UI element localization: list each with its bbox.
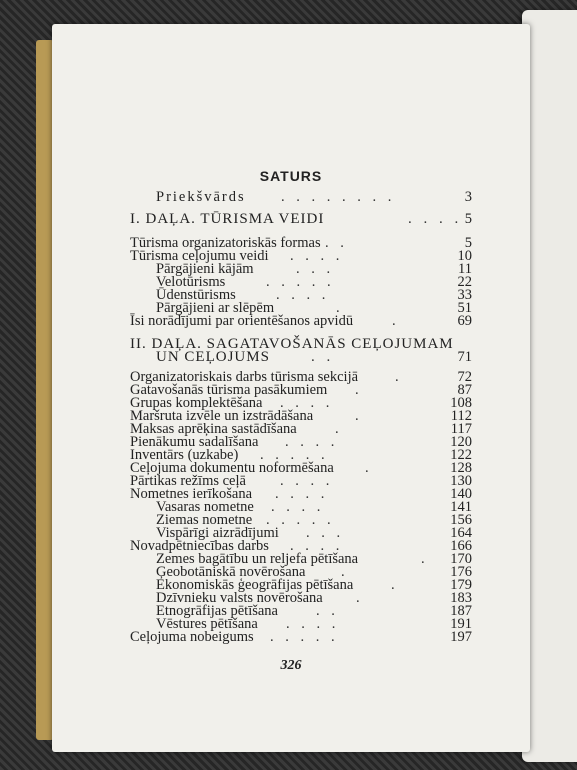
leader-dots: . . . . . bbox=[260, 447, 329, 463]
toc-entry-page: 156 bbox=[450, 512, 472, 528]
toc-entry-page: 176 bbox=[450, 564, 472, 580]
leader-dots: . bbox=[365, 460, 373, 476]
leader-dots: . . . . . bbox=[266, 512, 335, 528]
leader-dots: . . . . bbox=[286, 616, 340, 632]
toc-entry-page: 179 bbox=[450, 577, 472, 593]
toc-entry-page: 51 bbox=[457, 300, 472, 316]
toc-entry-page: 71 bbox=[457, 349, 472, 365]
toc-entry-title: Pārtikas režīms ceļā bbox=[130, 473, 246, 489]
leader-dots: . . . . bbox=[276, 287, 330, 303]
leader-dots: . bbox=[421, 551, 429, 567]
leader-dots: . . bbox=[325, 235, 348, 251]
toc-entry-title: Nometnes ierīkošana bbox=[130, 486, 253, 502]
toc-entry-page: 130 bbox=[450, 473, 472, 489]
leader-dots: . bbox=[356, 590, 364, 606]
leader-dots: . bbox=[392, 313, 400, 329]
toc-entry-title: Vispārīgi aizrādījumi bbox=[156, 525, 279, 541]
leader-dots: . . . . . . . . bbox=[281, 189, 396, 205]
toc-entry-title: Pārgājieni ar slēpēm bbox=[156, 300, 275, 316]
toc-entry-page: 69 bbox=[457, 313, 472, 329]
leader-dots: . . . . . bbox=[270, 629, 339, 645]
toc-entry-page: 5 bbox=[464, 235, 472, 251]
leader-dots: . . . . bbox=[408, 211, 463, 227]
leader-dots: . . . . bbox=[280, 395, 334, 411]
page-title: SATURS bbox=[259, 168, 323, 184]
leader-dots: . . . . bbox=[271, 499, 325, 515]
toc-entry-title: Velotūrisms bbox=[156, 274, 226, 290]
toc-entry-title: Inventārs (uzkabe) bbox=[130, 447, 239, 463]
toc-entry-page: 3 bbox=[464, 189, 472, 205]
toc-entry-page: 72 bbox=[457, 369, 472, 385]
toc-entry-title: Priekšvārds bbox=[156, 189, 246, 205]
toc-entry-page: 122 bbox=[450, 447, 472, 463]
leader-dots: . . . . . bbox=[266, 274, 335, 290]
toc-entry-title: Ekonomiskās ģeogrāfijas pētīšana bbox=[156, 577, 354, 593]
toc-entry-title: Ziemas nometne bbox=[156, 512, 253, 528]
leader-dots: . bbox=[355, 408, 363, 424]
leader-dots: . . bbox=[311, 349, 335, 365]
leader-dots: . . . . bbox=[280, 473, 334, 489]
toc-entry-title: Etnogrāfijas pētīšana bbox=[156, 603, 278, 619]
toc-entry-title: UN CEĻOJUMS bbox=[156, 349, 270, 365]
toc-entry-page: 33 bbox=[457, 287, 472, 303]
toc-entry-title: Ģeobotāniskā novērošana bbox=[156, 564, 306, 580]
toc-entry-page: 87 bbox=[457, 382, 472, 398]
toc-entry-title: Novadpētniecības darbs bbox=[130, 538, 269, 554]
toc-entry-title: Vasaras nometne bbox=[156, 499, 254, 515]
facing-page bbox=[522, 10, 577, 762]
leader-dots: . . . bbox=[296, 261, 335, 277]
toc-entry-page: 11 bbox=[458, 261, 472, 277]
toc-entry-page: 183 bbox=[450, 590, 472, 606]
toc-entry-page: 128 bbox=[450, 460, 472, 476]
contents-page bbox=[52, 24, 530, 752]
leader-dots: . . . . bbox=[290, 538, 344, 554]
toc-entry-page: 117 bbox=[450, 421, 472, 437]
toc-entry-title: Īsi norādījumi par orientēšanos apvidū bbox=[130, 313, 354, 329]
leader-dots: . . . . bbox=[275, 486, 329, 502]
toc-entry-title: Ceļojuma dokumentu noformēšana bbox=[130, 460, 334, 476]
toc-entry-page: 197 bbox=[450, 629, 472, 645]
toc-entry-title: Maršruta izvēle un izstrādāšana bbox=[130, 408, 314, 424]
toc-entry-title: Vēstures pētīšana bbox=[156, 616, 258, 632]
toc-entry-page: 22 bbox=[457, 274, 472, 290]
toc-entry-title: Tūrisma ceļojumu veidi bbox=[130, 248, 269, 264]
leader-dots: . bbox=[391, 577, 399, 593]
leader-dots: . . . . bbox=[290, 248, 344, 264]
leader-dots: . bbox=[395, 369, 403, 385]
toc-entry-page: 141 bbox=[450, 499, 472, 515]
toc-entry-page: 120 bbox=[450, 434, 472, 450]
toc-entry-title: I. DAĻA. TŪRISMA VEIDI bbox=[130, 211, 325, 227]
toc-entry-title: Organizatoriskais darbs tūrisma sekcijā bbox=[130, 369, 359, 385]
toc-entry-page: 187 bbox=[450, 603, 472, 619]
leader-dots: . . . bbox=[306, 525, 345, 541]
toc-entry-title: Dzīvnieku valsts novērošana bbox=[156, 590, 323, 606]
toc-entry-page: 164 bbox=[450, 525, 472, 541]
leader-dots: . bbox=[335, 421, 343, 437]
toc-entry-page: 166 bbox=[450, 538, 472, 554]
toc-entry-title: Ceļojuma nobeigums bbox=[130, 629, 254, 645]
leader-dots: . bbox=[355, 382, 363, 398]
toc-entry-page: 108 bbox=[450, 395, 472, 411]
leader-dots: . bbox=[341, 564, 349, 580]
page-number: 326 bbox=[280, 658, 302, 673]
toc-entry-page: 112 bbox=[450, 408, 472, 424]
toc-entry-title: Pārgājieni kājām bbox=[156, 261, 254, 277]
toc-entry-title: Ūdenstūrisms bbox=[156, 287, 236, 303]
toc-entry-page: 5 bbox=[464, 211, 472, 227]
toc-entry-title: Zemes bagātību un reljefa pētīšana bbox=[156, 551, 359, 567]
toc-entry-title: Tūrisma organizatoriskās formas bbox=[130, 235, 321, 251]
toc-entry-title: Pienākumu sadalīšana bbox=[130, 434, 259, 450]
toc-entry-page: 170 bbox=[450, 551, 472, 567]
leader-dots: . bbox=[336, 300, 344, 316]
leader-dots: . . . . bbox=[285, 434, 339, 450]
toc-entry-page: 10 bbox=[457, 248, 472, 264]
leader-dots: . . bbox=[316, 603, 339, 619]
toc-entry-page: 140 bbox=[450, 486, 472, 502]
toc-entry-page: 191 bbox=[450, 616, 472, 632]
toc-entry-title: II. DAĻA. SAGATAVOŠANĀS CEĻOJUMAM bbox=[130, 336, 454, 352]
toc-entry-title: Gatavošanās tūrisma pasākumiem bbox=[130, 382, 328, 398]
toc-entry-title: Maksas aprēķina sastādīšana bbox=[130, 421, 297, 437]
toc-entry-title: Grupas komplektēšana bbox=[130, 395, 263, 411]
